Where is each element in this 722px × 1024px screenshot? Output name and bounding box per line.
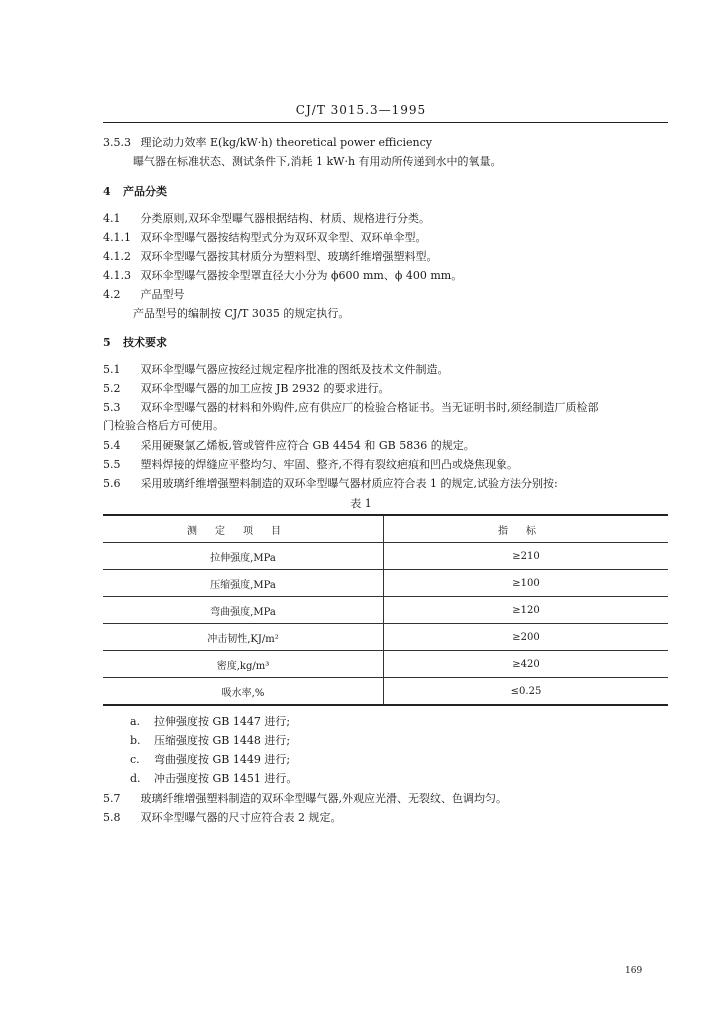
- clause-4-1-1: 4.1.1 双环伞型曝气器按结构型式分为双环双伞型、双环单伞型。: [103, 231, 427, 244]
- table-cell-value: ≥100: [384, 570, 669, 597]
- clause-5-6: 5.6 采用玻璃纤维增强塑料制造的双环伞型曝气器材质应符合表 1 的规定,试验方法分别按:: [103, 477, 558, 490]
- clause-4-1: 4.1 分类原则,双环伞型曝气器根据结构、材质、规格进行分类。: [103, 212, 430, 225]
- table-cell-item: 冲击韧性,KJ/m²: [103, 624, 384, 651]
- section-5-heading: 5 技术要求: [103, 336, 167, 349]
- document-header: CJ/T 3015.3—1995: [295, 103, 427, 117]
- clause-5-3: 5.3 双环伞型曝气器的材料和外购件,应有供应厂的检验合格证书。当无证明书时,须经制造厂质检部: [103, 401, 599, 414]
- page-number: 169: [625, 966, 643, 976]
- clause-5-8: 5.8 双环伞型曝气器的尺寸应符合表 2 规定。: [103, 811, 342, 824]
- note-a: a. 拉伸强度按 GB 1447 进行;: [130, 715, 291, 728]
- property-table: [103, 514, 668, 706]
- note-c: c. 弯曲强度按 GB 1449 进行;: [130, 753, 291, 766]
- table-title: 表 1: [350, 497, 372, 510]
- table-cell-value: ≥210: [384, 543, 669, 570]
- table-header-row: [103, 515, 668, 543]
- table-row: [103, 624, 668, 651]
- header-cell-index: 指标: [384, 515, 669, 543]
- clause-5-7: 5.7 玻璃纤维增强塑料制造的双环伞型曝气器,外观应光滑、无裂纹、色调均匀。: [103, 792, 507, 805]
- table-row: [103, 570, 668, 597]
- table-cell-item: 密度,kg/m³: [103, 651, 384, 678]
- note-d: d. 冲击强度按 GB 1451 进行。: [130, 772, 298, 785]
- table-cell-value: ≥200: [384, 624, 669, 651]
- table-row: [103, 678, 668, 706]
- table-cell-value: ≤0.25: [384, 678, 669, 706]
- header-cell-item: 测定项目: [103, 515, 384, 543]
- clause-5-2: 5.2 双环伞型曝气器的加工应按 JB 2932 的要求进行。: [103, 382, 390, 395]
- table-row: [103, 543, 668, 570]
- section-4-heading: 4 产品分类: [103, 185, 167, 198]
- clause-3-5-3: 3.5.3 理论动力效率 E(kg/kW·h) theoretical power efficiency: [103, 136, 432, 149]
- clause-5-4: 5.4 采用硬聚氯乙烯板,管或管件应符合 GB 4454 和 GB 5836 的规定。: [103, 439, 475, 452]
- clause-5-5: 5.5 塑料焊接的焊缝应平整均匀、牢固、整齐,不得有裂纹疤痕和凹凸或烧焦现象。: [103, 458, 518, 471]
- clause-5-3-cont: 门检验合格后方可使用。: [103, 419, 224, 432]
- paragraph: 曝气器在标准状态、测试条件下,消耗 1 kW·h 有用动所传递到水中的氧量。: [133, 155, 502, 168]
- clause-5-1: 5.1 双环伞型曝气器应按经过规定程序批准的图纸及技术文件制造。: [103, 363, 449, 376]
- paragraph: 产品型号的编制按 CJ/T 3035 的规定执行。: [133, 307, 350, 320]
- header-rule: [103, 122, 668, 123]
- table-cell-item: 弯曲强度,MPa: [103, 597, 384, 624]
- clause-4-1-3: 4.1.3 双环伞型曝气器按伞型罩直径大小分为 ϕ600 mm、ϕ 400 mm。: [103, 269, 463, 282]
- table-row: [103, 597, 668, 624]
- table-cell-item: 拉伸强度,MPa: [103, 543, 384, 570]
- table-cell-item: 吸水率,%: [103, 678, 384, 706]
- table-cell-item: 压缩强度,MPa: [103, 570, 384, 597]
- note-b: b. 压缩强度按 GB 1448 进行;: [130, 734, 291, 747]
- clause-4-1-2: 4.1.2 双环伞型曝气器按其材质分为塑料型、玻璃纤维增强塑料型。: [103, 250, 438, 263]
- clause-4-2: 4.2 产品型号: [103, 288, 185, 301]
- table-row: [103, 651, 668, 678]
- table-cell-value: ≥420: [384, 651, 669, 678]
- table-cell-value: ≥120: [384, 597, 669, 624]
